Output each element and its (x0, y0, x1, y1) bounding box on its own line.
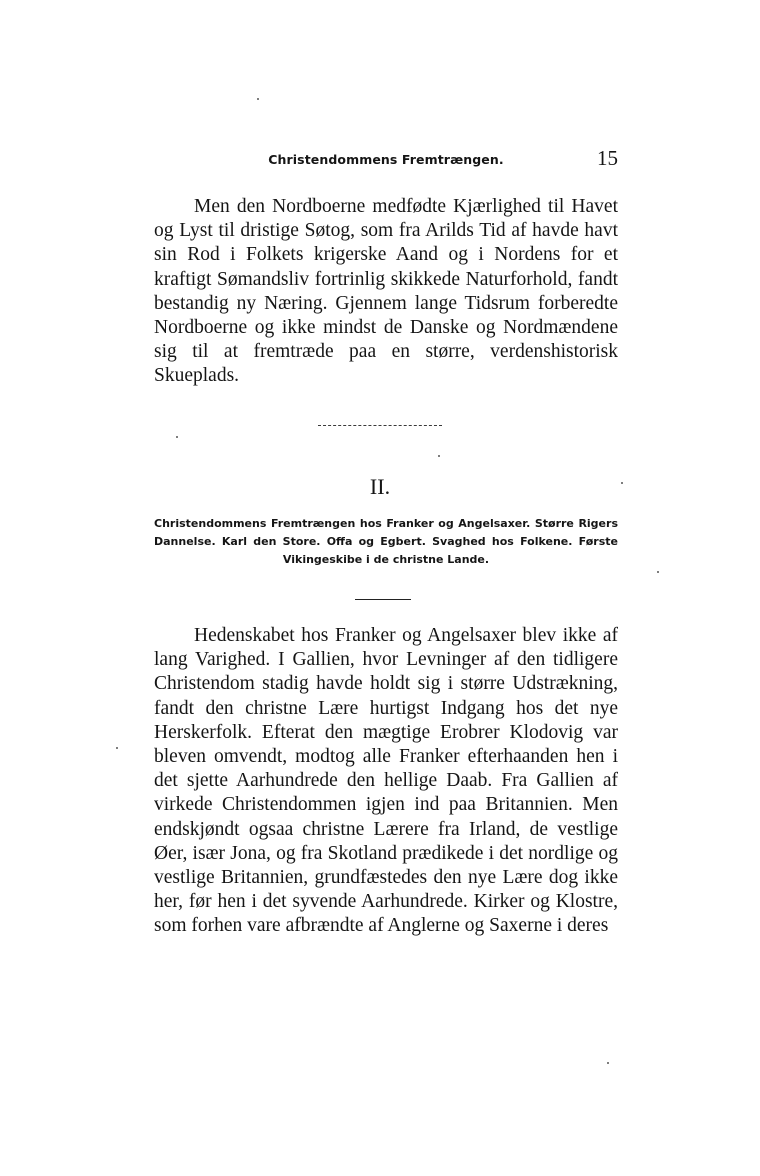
chapter-numeral: II. (369, 474, 391, 499)
print-speck (438, 455, 440, 457)
print-speck (607, 1062, 609, 1064)
section-divider (318, 425, 442, 426)
page-number: 15 (597, 146, 618, 170)
running-title: Christendommens Fremtrængen. (268, 152, 504, 167)
print-speck (176, 436, 178, 438)
print-speck (657, 571, 659, 573)
print-speck (621, 482, 623, 484)
paragraph-1-text: Men den Nordboerne medfødte Kjærlighed til Havet og Lyst til dristige Søtog, som fra Arilds Tid af havde havt sin Rod i Folkets krigerske Aand og i Nordens for et kraftigt Sømandsliv fortrinlig skikkede Naturforhold, fandt bestandig ny Næring. Gjennem lange Tidsrum forberedte Nordboerne og ikke mindst de Danske og Nordmændene sig til at fremtræde paa en større, verdenshistorisk Skueplads. (154, 196, 618, 387)
paragraph-1 (154, 195, 618, 389)
print-speck (116, 747, 118, 749)
summary-rule (355, 599, 411, 600)
print-speck (257, 98, 259, 100)
running-head (154, 146, 618, 172)
paragraph-2-text: Hedenskabet hos Franker og Angelsaxer blev ikke af lang Varighed. I Gallien, hvor Levninger af den tidligere Christendom stadig havde holdt sig i større Udstrækning, fandt den christne Lære hurtigst Indgang hos det nye Herskerfolk. Efterat den mægtige Erobrer Klodovig var bleven omvendt, modtog alle Franker efterhaanden hen i det sjette Aarhundrede den hellige Daab. Fra Gallien af virkede Christendommen igjen ind paa Britannien. Men endskjøndt ogsaa christne Lærere fra Irland, de vestlige Øer, især Jona, og fra Skotland prædikede i det nordlige og vestlige Britannien, grundfæstedes den nye Lære dog ikke her, før hen i det syvende Aarhundrede. Kirker og Klostre, som forhen vare afbrændte af Anglerne og Saxerne i deres (154, 625, 618, 937)
paragraph-2 (154, 624, 618, 939)
chapter-summary: Christendommens Fremtrængen hos Franker og Angelsaxer. Større Rigers Dannelse. Karl den Store. Offa og Egbert. Svaghed hos Folkene. Første Vikingeskibe i de christne Lande. (154, 517, 618, 566)
